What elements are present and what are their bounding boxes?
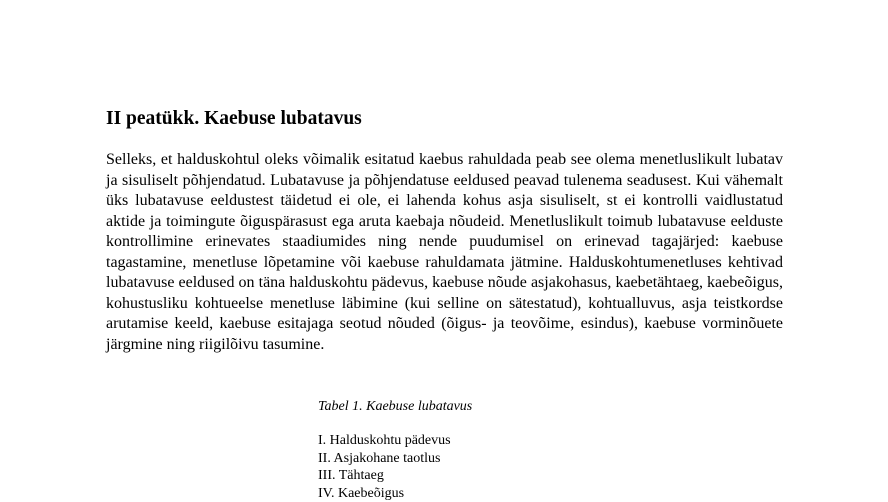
body-paragraph: Selleks, et halduskohtul oleks võimalik esitatud kaebus rahuldada peab see olema menetluslikult lubatav ja sisuliselt põhjendatud. Lubatavuse ja põhjendatuse eeldused peavad tulenema seadusest. Kui vähemalt üks lubatavuse eeldustest täidetud ei ole, ei lahenda kohus asja sisuliselt, st ei kontrolli vaidlustatud aktide ja toimingute õiguspärasust ega aruta kaebaja nõudeid. Menetluslikult toimub lubatavuse eelduste kontrollimine erinevates staadiumides ning nende puudumisel on erinevad tagajärjed: kaebuse tagastamine, menetluse lõpetamine või kaebuse rahuldamata jätmine. Halduskohtumenetluses kehtivad lubatavuse eeldused on täna halduskohtu pädevus, kaebuse nõude asjakohasus, kaebetähtaeg, kaebeõigus, kohustusliku kohtueelse menetluse läbimine (kui selline on sätestatud), kohtualluvus, asja teistkordse arutamise keeld, kaebuse esitajaga seotud nõuded (õigus- ja teovõime, esindus), kaebuse vorminõuete järgmine ning riigilõivu tasumine. [106, 150, 783, 355]
admissibility-list [318, 432, 451, 502]
section-heading: II peatükk. Kaebuse lubatavus [106, 107, 362, 131]
list-item: I. Halduskohtu pädevus [318, 432, 451, 450]
list-item: IV. Kaebeõigus [318, 485, 451, 502]
list-item: II. Asjakohane taotlus [318, 450, 451, 468]
list-item: III. Tähtaeg [318, 467, 451, 485]
table-caption: Tabel 1. Kaebuse lubatavus [318, 398, 472, 416]
